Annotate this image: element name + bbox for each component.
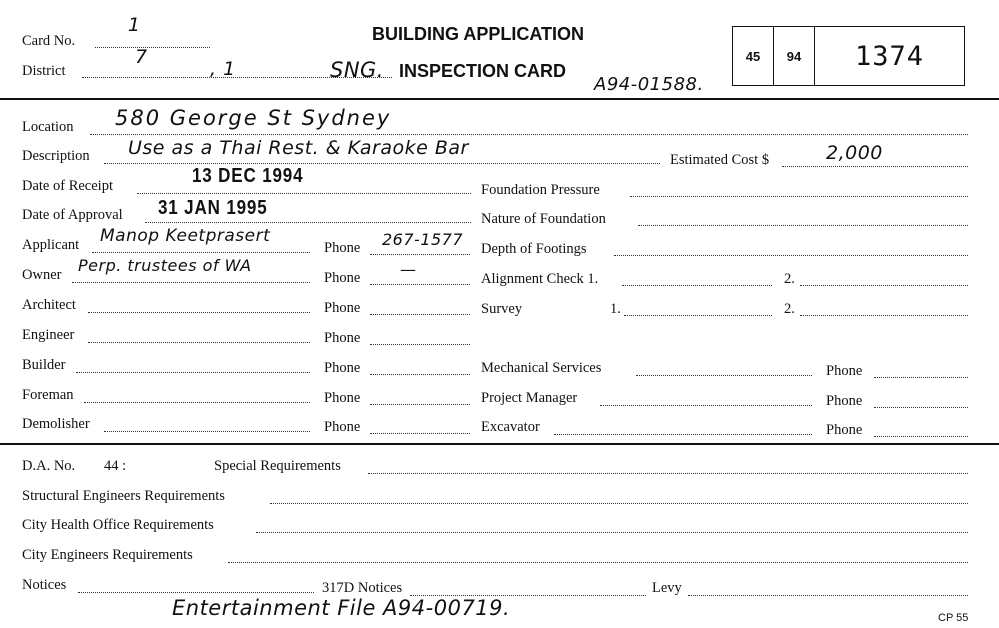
builder-label: Builder — [22, 357, 66, 373]
district-code: SNG. — [330, 58, 384, 82]
date-receipt-stamp: 13 DEC 1994 — [192, 165, 304, 187]
district-extra: , 1 — [210, 58, 236, 80]
excavator-dots — [554, 434, 812, 435]
builder-dots — [76, 372, 310, 373]
footer-note: Entertainment File A94-00719. — [172, 596, 511, 620]
alignment-check-dots-1 — [622, 285, 772, 286]
description-label: Description — [22, 148, 90, 164]
foreman-phone-dots — [370, 404, 470, 405]
date-receipt-label: Date of Receipt — [22, 178, 113, 194]
builder-phone-label: Phone — [324, 360, 361, 376]
architect-phone-label: Phone — [324, 300, 361, 316]
estimated-cost-label: Estimated Cost $ — [670, 152, 770, 168]
applicant-phone-dots — [370, 254, 470, 255]
date-receipt-dots — [137, 193, 471, 194]
location-dots — [90, 134, 968, 135]
header-divider — [0, 98, 999, 100]
demolisher-label: Demolisher — [22, 416, 90, 432]
da-no-value: 44 : — [104, 458, 127, 474]
architect-phone-dots — [370, 314, 470, 315]
nature-foundation-label: Nature of Foundation — [481, 211, 606, 227]
district-label: District — [22, 63, 66, 79]
applicant-value: Manop Keetprasert — [100, 226, 271, 246]
title-line1: BUILDING APPLICATION — [372, 24, 584, 44]
notices-label: Notices — [22, 577, 67, 593]
city-engineers-requirements-dots — [228, 562, 968, 563]
owner-phone-dots — [370, 284, 470, 285]
foreman-phone-label: Phone — [324, 390, 361, 406]
applicant-phone-label: Phone — [324, 240, 361, 256]
card-no-value: 1 — [128, 14, 141, 36]
levy-label: Levy — [652, 580, 682, 596]
file-number-box — [732, 26, 965, 86]
owner-dots — [72, 282, 310, 283]
architect-label: Architect — [22, 297, 76, 313]
survey-dots-1 — [624, 315, 772, 316]
project-manager-label: Project Manager — [481, 390, 578, 406]
section-divider — [0, 443, 999, 445]
health-requirements-dots — [256, 532, 968, 533]
owner-phone-label: Phone — [324, 270, 361, 286]
alignment-check-label: Alignment Check 1. — [481, 271, 599, 287]
date-approval-dots — [145, 222, 471, 223]
applicant-phone-value: 267-1577 — [382, 230, 464, 249]
excavator-phone-dots — [874, 436, 968, 437]
file-box-2: 94 — [774, 27, 815, 85]
survey-label: Survey — [481, 301, 523, 317]
owner-value: Perp. trustees of WA — [78, 256, 252, 275]
levy-dots — [688, 595, 968, 596]
form-code: CP 55 — [938, 612, 969, 624]
owner-label: Owner — [22, 267, 62, 283]
foundation-pressure-label: Foundation Pressure — [481, 182, 600, 198]
structural-requirements-dots — [270, 503, 968, 504]
location-value: 580 George St Sydney — [115, 106, 392, 130]
engineer-label: Engineer — [22, 327, 75, 343]
survey-num1: 1. — [610, 301, 621, 317]
excavator-label: Excavator — [481, 419, 540, 435]
applicant-label: Applicant — [22, 237, 80, 253]
special-requirements-label: Special Requirements — [214, 458, 341, 474]
title-line2: INSPECTION CARD — [399, 61, 567, 81]
project-manager-dots — [600, 405, 812, 406]
file-box-1: 45 — [733, 27, 774, 85]
foreman-dots — [84, 402, 310, 403]
notices-dots — [78, 592, 314, 593]
mechanical-label: Mechanical Services — [481, 360, 602, 376]
notices-317d-label: 317D Notices — [322, 580, 403, 596]
estimated-cost-dots — [782, 166, 968, 167]
mechanical-dots — [636, 375, 812, 376]
demolisher-dots — [104, 431, 310, 432]
district-value: 7 — [135, 46, 148, 68]
special-requirements-dots — [368, 473, 968, 474]
description-dots — [104, 163, 660, 164]
depth-footings-dots — [614, 255, 968, 256]
card-no-label: Card No. — [22, 33, 76, 49]
mechanical-phone-label: Phone — [826, 363, 863, 379]
structural-requirements-label: Structural Engineers Requirements — [22, 488, 225, 504]
builder-phone-dots — [370, 374, 470, 375]
excavator-phone-label: Phone — [826, 422, 863, 438]
applicant-dots — [92, 252, 310, 253]
estimated-cost-value: 2,000 — [826, 142, 883, 164]
health-requirements-label: City Health Office Requirements — [22, 517, 214, 533]
description-value: Use as a Thai Rest. & Karaoke Bar — [128, 137, 469, 159]
foreman-label: Foreman — [22, 387, 74, 403]
engineer-dots — [88, 342, 310, 343]
demolisher-phone-label: Phone — [324, 419, 361, 435]
alignment-check-dots-2 — [800, 285, 968, 286]
da-no-label: D.A. No. — [22, 458, 76, 474]
date-approval-label: Date of Approval — [22, 207, 123, 223]
engineer-phone-dots — [370, 344, 470, 345]
city-engineers-requirements-label: City Engineers Requirements — [22, 547, 193, 563]
foundation-pressure-dots — [630, 196, 968, 197]
survey-dots-2 — [800, 315, 968, 316]
owner-phone-value: — — [400, 260, 417, 279]
file-box-3: 1374 — [854, 40, 925, 72]
survey-num2: 2. — [784, 301, 795, 317]
location-label: Location — [22, 119, 74, 135]
nature-foundation-dots — [638, 225, 968, 226]
date-approval-stamp: 31 JAN 1995 — [158, 197, 268, 219]
alignment-check-num2: 2. — [784, 271, 795, 287]
project-manager-phone-label: Phone — [826, 393, 863, 409]
architect-dots — [88, 312, 310, 313]
project-manager-phone-dots — [874, 407, 968, 408]
mechanical-phone-dots — [874, 377, 968, 378]
card-no-dots — [95, 47, 210, 48]
demolisher-phone-dots — [370, 433, 470, 434]
depth-footings-label: Depth of Footings — [481, 241, 587, 257]
engineer-phone-label: Phone — [324, 330, 361, 346]
title-ref: A94-01588. — [594, 74, 704, 95]
